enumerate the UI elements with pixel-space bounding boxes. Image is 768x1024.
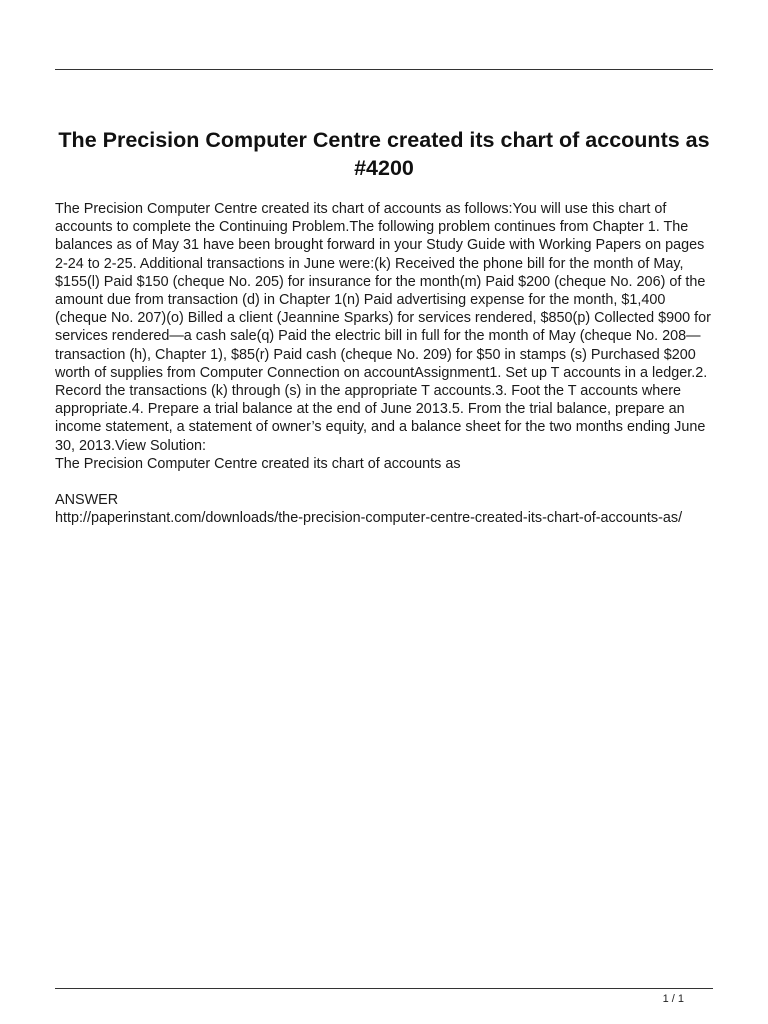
repeated-title-line: The Precision Computer Centre created its chart of accounts as [55, 455, 461, 472]
answer-link[interactable]: http://paperinstant.com/downloads/the-precision-computer-centre-created-its-chart-of-accounts-as/ [55, 510, 683, 527]
body-paragraph: The Precision Computer Centre created its chart of accounts as follows:You will use this chart of accounts to complete the Continuing Problem.The following problem continues from Chapter 1. The balances as of May 31 have been brought forward in your Study Guide with Working Papers on pages 2-24 to 2-25. Additional transactions in June were:(k) Received the phone bill for the month of May, $155(l) Paid $150 (cheque No. 205) for insurance for the month(m) Paid $200 (cheque No. 206) of the amount due from transaction (d) in Chapter 1(n) Paid advertising expense for the month, $1,400 (cheque No. 207)(o) Billed a client (Jeannine Sparks) for services rendered, $850(p) Collected $900 for services rendered—a cash sale(q) Paid the electric bill in full for the month of May (cheque No. 208—transaction (h), Chapter 1), $85(r) Paid cash (cheque No. 209) for $50 in stamps (s) Purchased $200 worth of supplies from Computer Connection on accountAssignment1. Set up T accounts in a ledger.2. Record the transactions (k) through (s) in the appropriate T accounts.3. Foot the T accounts where appropriate.4. Prepare a trial balance at the end of June 2013.5. From the trial balance, prepare an income statement, a statement of owner’s equity, and a balance sheet for the two months ending June 30, 2013.View Solution: [55, 201, 711, 454]
document-title: The Precision Computer Centre created its chart of accounts as #4200 [58, 128, 710, 180]
top-divider [55, 69, 713, 70]
bottom-divider [55, 988, 713, 989]
page-number: 1 / 1 [662, 993, 684, 1005]
answer-label: ANSWER [55, 492, 119, 509]
spacer [55, 473, 717, 491]
document-body [55, 200, 717, 527]
